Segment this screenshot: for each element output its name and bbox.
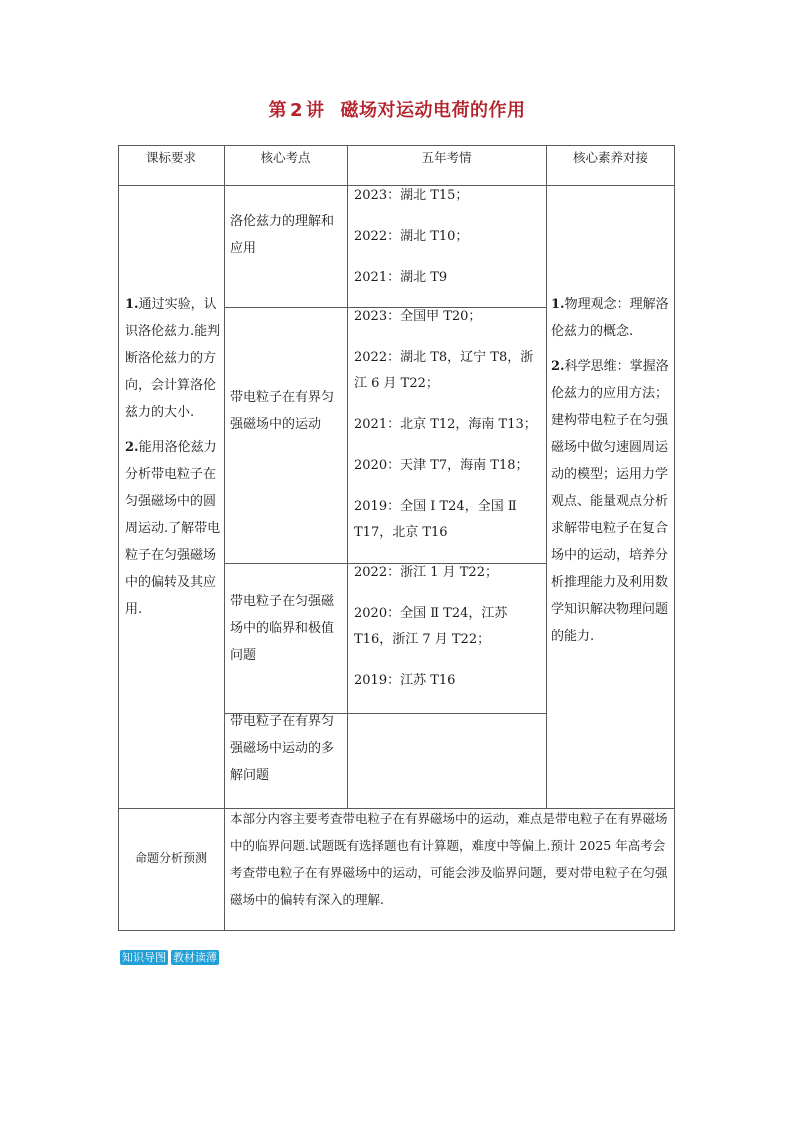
exam-entry: 2021：北京 T12，海南 T13； bbox=[354, 417, 537, 432]
exam-entry: 2022：湖北 T10； bbox=[354, 229, 469, 244]
header-literacy: 核心素养对接 bbox=[572, 150, 648, 165]
prediction-text: 本部分内容主要考查带电粒子在有界磁场中的运动，难点是带电粒子在有界磁场中的临界问题.试题既有选择题也有计算题，难度中等偏上.预计 2025 年高考会考查带电粒子在有界磁场中的运动，可能会涉及临界问题，要对带电粒子在匀强磁场中的偏转有深入的理解. bbox=[230, 811, 668, 907]
title-name: 磁场对运动电荷的作用 bbox=[340, 100, 526, 121]
page-title bbox=[0, 96, 794, 122]
topic-1: 洛伦兹力的理解和应用 bbox=[230, 214, 335, 256]
overview-table bbox=[118, 145, 675, 931]
header-requirements: 课标要求 bbox=[145, 150, 196, 165]
header-topics: 核心考点 bbox=[260, 150, 311, 165]
badge-textbook[interactable]: 教材读薄 bbox=[173, 951, 217, 964]
prediction-label: 命题分析预测 bbox=[134, 851, 207, 865]
exam-entry: 2021：湖北 T9 bbox=[354, 270, 448, 285]
literacy-cell bbox=[551, 291, 670, 650]
exam-entry: 2020：天津 T7，海南 T18； bbox=[354, 458, 529, 473]
badge-knowledge-map[interactable]: 知识导图 bbox=[122, 951, 166, 964]
exam-list-1 bbox=[354, 183, 543, 291]
exam-entry: 2023：湖北 T15； bbox=[354, 188, 469, 203]
header-exams: 五年考情 bbox=[421, 150, 472, 165]
literacy-item: 1.物理观念：理解洛伦兹力的概念. bbox=[551, 297, 669, 339]
exam-entry: 2019：全国 Ⅰ T24，全国 Ⅱ T17，北京 T16 bbox=[354, 499, 517, 540]
exam-entry: 2022：湖北 T8，辽宁 T8，浙江 6 月 T22； bbox=[354, 350, 534, 391]
exam-list-2 bbox=[354, 304, 543, 546]
requirement-item: 1.通过实验，认识洛伦兹力.能判断洛伦兹力的方向，会计算洛伦兹力的大小. bbox=[125, 297, 221, 420]
exam-entry: 2019：江苏 T16 bbox=[354, 673, 456, 688]
exam-entry: 2020：全国 Ⅱ T24，江苏 T16，浙江 7 月 T22； bbox=[354, 606, 508, 647]
requirement-item: 2.能用洛伦兹力分析带电粒子在匀强磁场中的圆周运动.了解带电粒子在匀强磁场中的偏转及其应用. bbox=[125, 440, 221, 617]
title-prefix: 第 bbox=[268, 100, 287, 121]
title-unit: 讲 bbox=[306, 100, 325, 121]
topic-2: 带电粒子在有界匀强磁场中的运动 bbox=[230, 390, 335, 432]
topic-4: 带电粒子在有界匀强磁场中运动的多解问题 bbox=[230, 714, 335, 783]
requirements-cell bbox=[125, 291, 221, 623]
topic-3: 带电粒子在匀强磁场中的临界和极值问题 bbox=[230, 594, 335, 663]
section-badges bbox=[120, 950, 219, 965]
exam-entry: 2022：浙江 1 月 T22； bbox=[354, 565, 498, 580]
title-number: 2 bbox=[289, 100, 304, 121]
exam-list-3 bbox=[354, 560, 543, 694]
literacy-item: 2.科学思维：掌握洛伦兹力的应用方法；建构带电粒子在匀强磁场中做匀速圆周运动的模型；运用力学观点、能量观点分析求解带电粒子在复合场中的运动，培养分析推理能力及利用数学知识解决物理问题的能力. bbox=[551, 359, 669, 644]
exam-entry: 2023：全国甲 T20； bbox=[354, 309, 482, 324]
